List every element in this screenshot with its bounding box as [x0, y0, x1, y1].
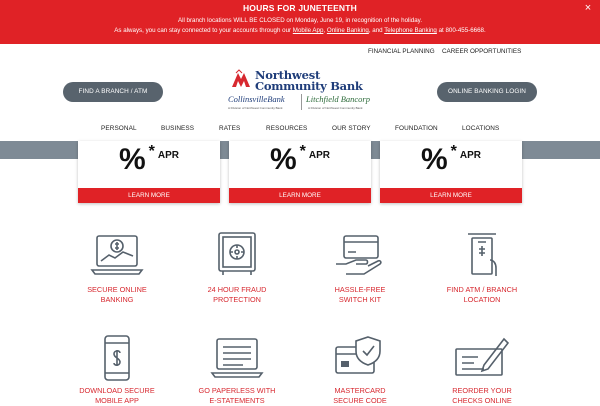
laptop-dollar-icon [89, 230, 145, 278]
rate-asterisk: * [450, 143, 457, 160]
logo-divider [301, 94, 302, 110]
hand-card-icon [332, 230, 388, 278]
feature-secure-online-banking[interactable] [62, 230, 172, 310]
feature-label-line2: CHECKS ONLINE [452, 396, 512, 405]
feature-download-mobile-app[interactable] [62, 335, 172, 405]
nav-rates[interactable]: RATES [219, 125, 241, 132]
feature-reorder-checks[interactable] [427, 335, 537, 405]
mobile-app-link[interactable]: Mobile App [292, 27, 324, 34]
logo-division-note-2: A Division of Northwest Community Bank [308, 106, 363, 110]
feature-label-line2: MOBILE APP [95, 396, 139, 405]
rate-card [229, 141, 371, 203]
alert-banner [0, 0, 600, 44]
logo-division-note-1: A Division of Northwest Community Bank [228, 106, 283, 110]
rate-value [229, 143, 371, 177]
rate-apr: APR [157, 150, 180, 161]
alert-line2-prefix: As always, you can stay connected to your accounts through our [114, 27, 293, 34]
rate-apr: APR [459, 150, 482, 161]
rate-card [78, 141, 220, 203]
alert-sep2: , and [368, 27, 385, 34]
feature-label-line1: REORDER YOUR [452, 386, 512, 395]
feature-24-hour-fraud-protection[interactable] [182, 230, 292, 310]
feature-hassle-free-switch-kit[interactable] [305, 230, 415, 310]
learn-more-button[interactable]: LEARN MORE [229, 188, 371, 203]
feature-label-line2: LOCATION [463, 295, 501, 304]
safe-icon [209, 230, 265, 278]
feature-label-line2: SECURE CODE [333, 396, 387, 405]
logo-line1: Northwest [255, 68, 321, 82]
telephone-banking-link[interactable]: Telephone Banking [384, 27, 437, 34]
close-icon[interactable]: × [584, 2, 592, 14]
feature-mastercard-secure-code[interactable] [305, 335, 415, 405]
rate-card [380, 141, 522, 203]
feature-label-line1: MASTERCARD [334, 386, 386, 395]
feature-label-line1: GO PAPERLESS WITH [198, 386, 276, 395]
alert-message-line2 [0, 27, 600, 34]
mobile-dollar-icon [89, 335, 145, 383]
check-icon [454, 335, 510, 383]
nav-foundation[interactable]: FOUNDATION [395, 125, 438, 132]
logo-line2: Community Bank [255, 79, 363, 93]
rate-asterisk: * [299, 143, 306, 160]
feature-label-line2: E-STATEMENTS [209, 396, 265, 405]
feature-label-line1: 24 HOUR FRAUD [207, 285, 267, 294]
feature-label-line1: DOWNLOAD SECURE [79, 386, 155, 395]
financial-planning-link[interactable]: FINANCIAL PLANNING [368, 48, 435, 55]
nav-personal[interactable]: PERSONAL [101, 125, 137, 132]
nav-locations[interactable]: LOCATIONS [462, 125, 500, 132]
rate-value [78, 143, 220, 177]
nav-business[interactable]: BUSINESS [161, 125, 195, 132]
find-branch-atm-button[interactable]: FIND A BRANCH / ATM [63, 82, 163, 102]
laptop-statement-icon [209, 335, 265, 383]
feature-label-line1: FIND ATM / BRANCH [446, 285, 518, 294]
rate-percent: % [269, 143, 297, 176]
bank-logo[interactable] [226, 66, 376, 118]
feature-go-paperless[interactable] [182, 335, 292, 405]
rate-value [380, 143, 522, 177]
alert-sep1: , [323, 27, 327, 34]
atm-icon [454, 230, 510, 278]
rate-percent: % [118, 143, 146, 176]
learn-more-button[interactable]: LEARN MORE [78, 188, 220, 203]
rate-asterisk: * [148, 143, 155, 160]
logo-litchfield: Litchfield Bancorp [306, 94, 370, 104]
feature-label-line1: SECURE ONLINE [87, 285, 147, 294]
card-shield-icon [332, 335, 388, 383]
rate-apr: APR [308, 150, 331, 161]
rate-percent: % [420, 143, 448, 176]
feature-label-line2: SWITCH KIT [338, 295, 382, 304]
online-banking-link[interactable]: Online Banking [326, 27, 369, 34]
alert-message-line1: All branch locations WILL BE CLOSED on Monday, June 19, in recognition of the holiday. [177, 17, 423, 24]
online-banking-login-button[interactable]: ONLINE BANKING LOGIN [437, 82, 537, 102]
feature-label-line2: BANKING [100, 295, 134, 304]
feature-label-line1: HASSLE-FREE [334, 285, 386, 294]
bank-logo-mark [230, 69, 252, 91]
nav-resources[interactable]: RESOURCES [266, 125, 308, 132]
logo-collinsville: CollinsvilleBank [228, 94, 285, 104]
career-opportunities-link[interactable]: CAREER OPPORTUNITIES [442, 48, 522, 55]
alert-title: HOURS FOR JUNETEENTH [242, 3, 358, 13]
nav-our-story[interactable]: OUR STORY [332, 125, 371, 132]
feature-label-line2: PROTECTION [213, 295, 261, 304]
alert-line2-suffix: at 800-455-6668. [436, 27, 486, 34]
learn-more-button[interactable]: LEARN MORE [380, 188, 522, 203]
feature-find-atm-branch[interactable] [427, 230, 537, 310]
